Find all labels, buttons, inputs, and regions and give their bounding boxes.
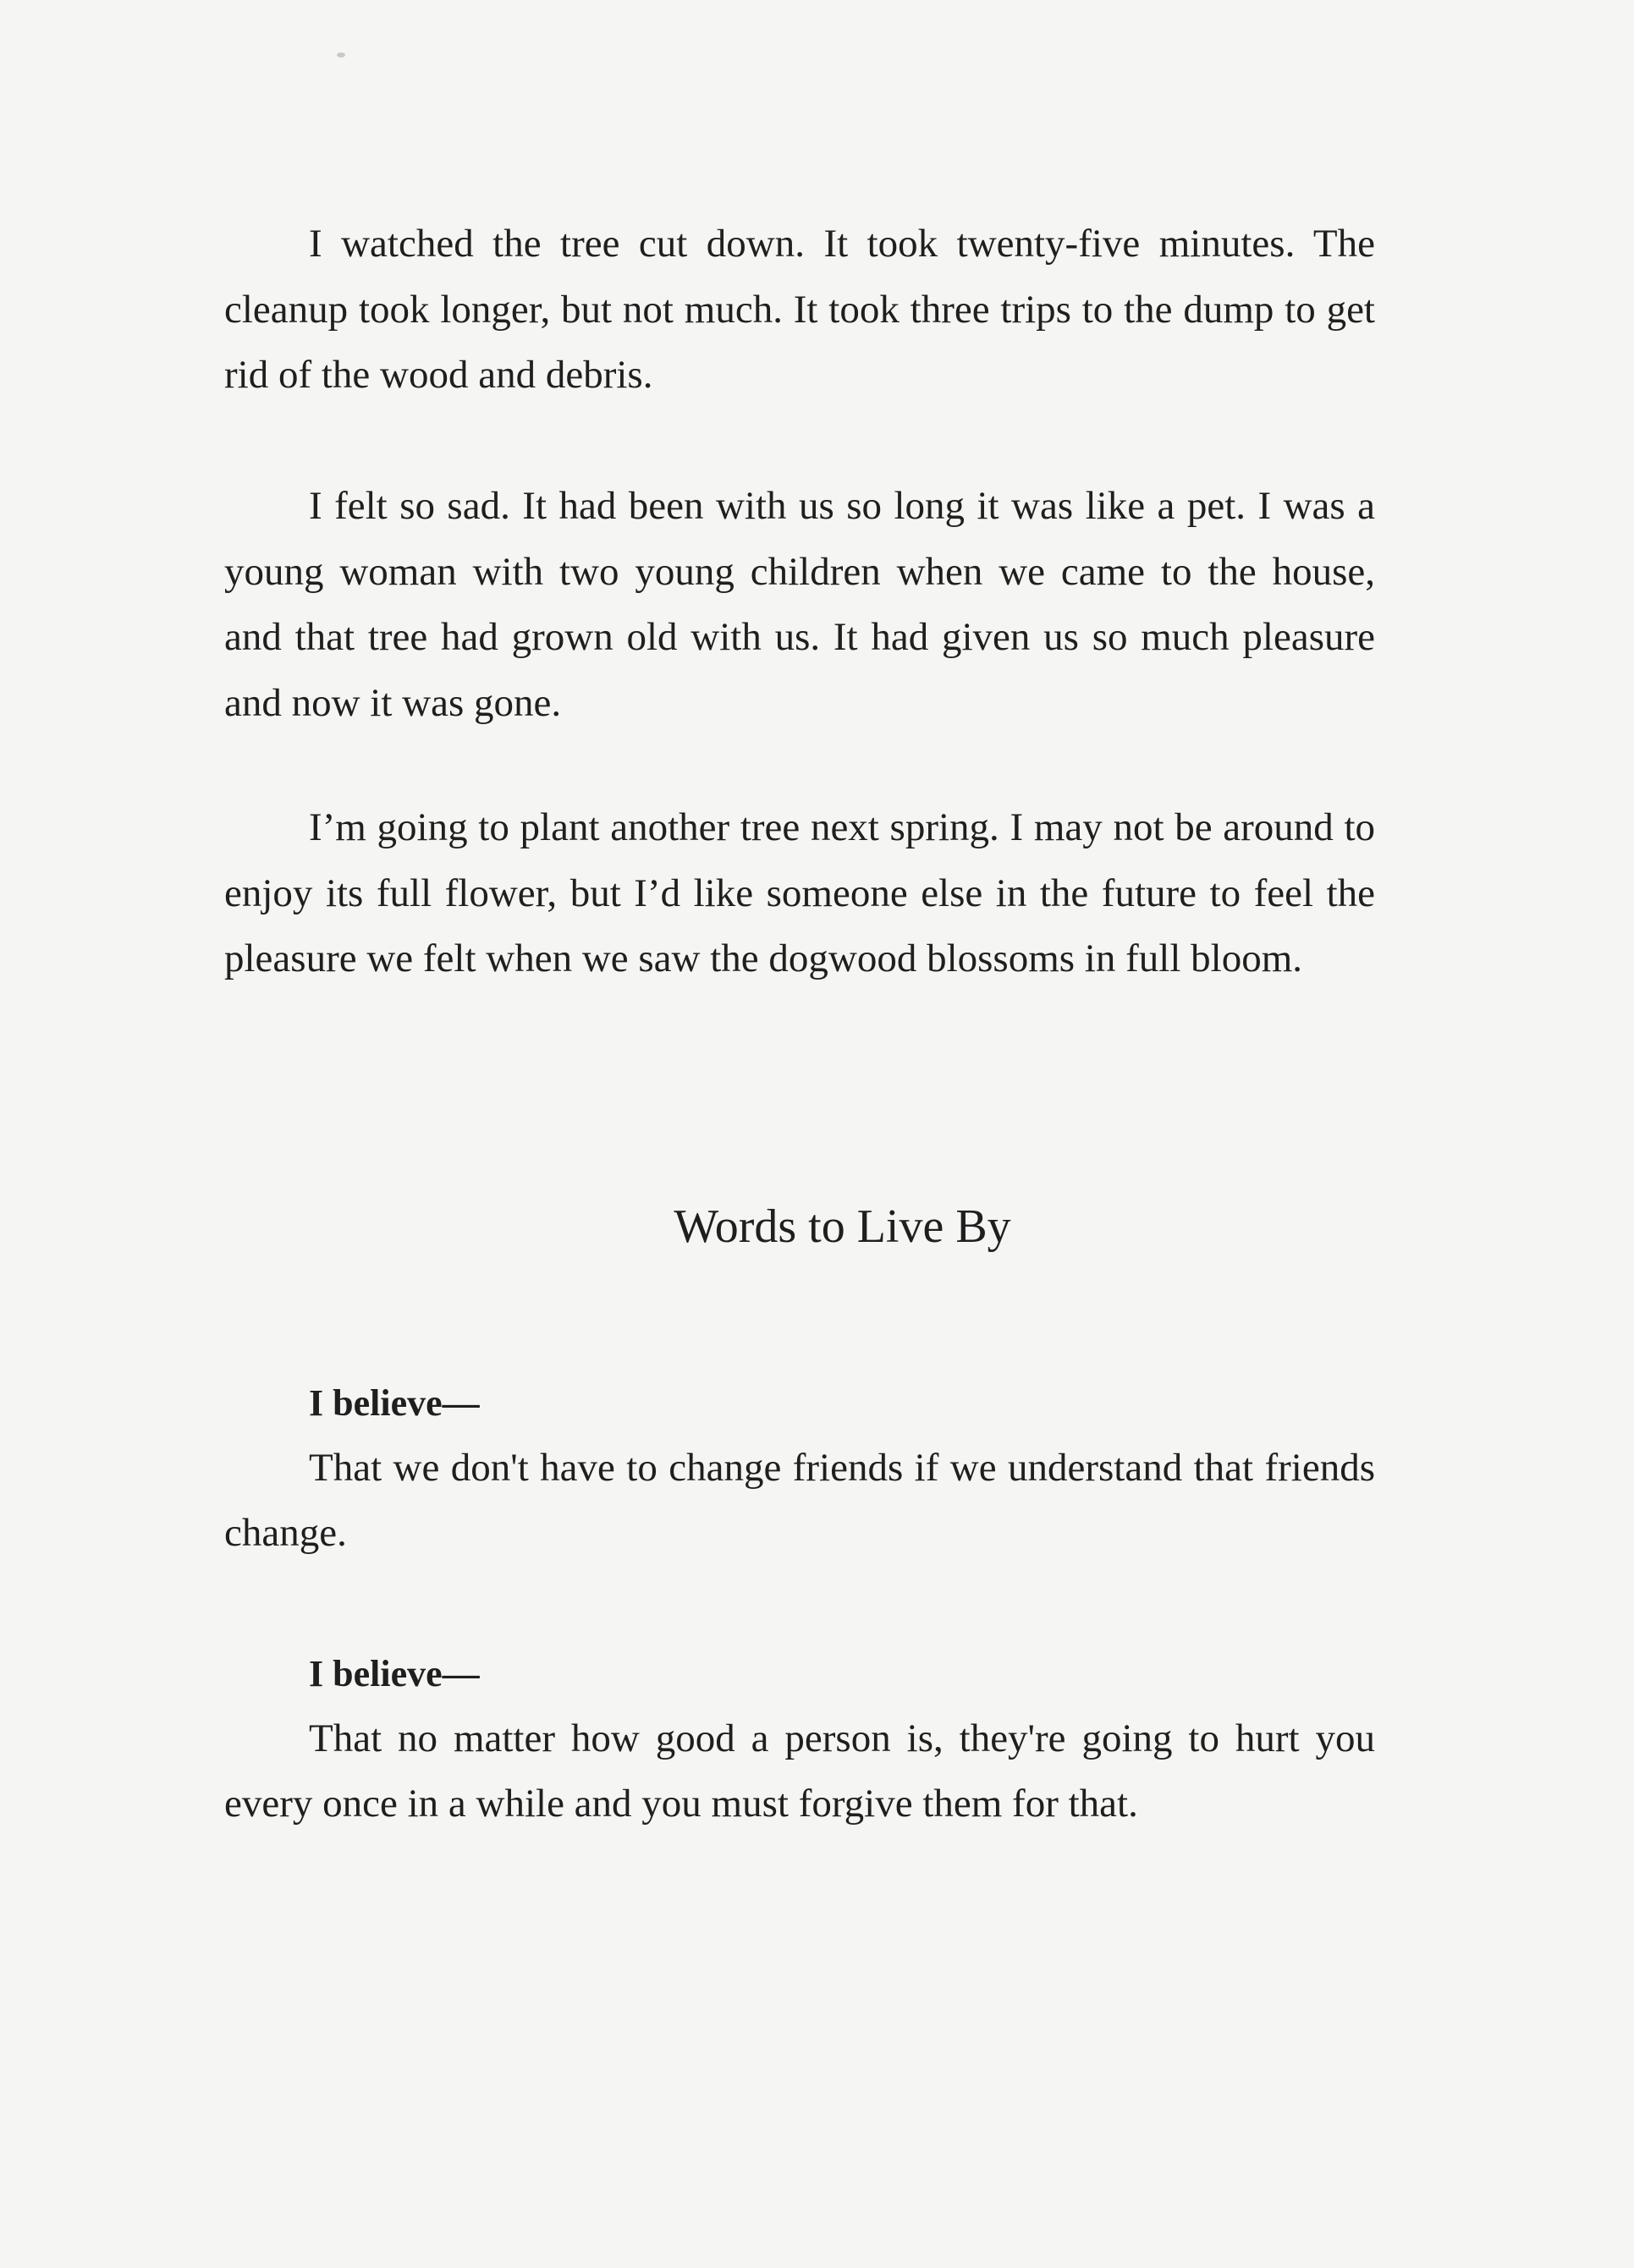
paper-speck [337, 52, 345, 58]
paragraph-felt-sad [224, 474, 1375, 736]
section-heading: Words to Live By [674, 1200, 1011, 1253]
belief-lead: I believe— [309, 1653, 480, 1694]
belief-text: That we don't have to change friends if we understand that friends change. [224, 1446, 1375, 1555]
paragraph-plant-another-tree [224, 795, 1375, 992]
belief-entry [224, 1641, 1375, 1837]
belief-text: That no matter how good a person is, they're going to hurt you every once in a while and you must forgive them for that. [224, 1716, 1375, 1826]
paragraph-text: I felt so sad. It had been with us so long it was like a pet. I was a young woman with two young children when we came to the house, and that tree had grown old with us. It had given us so much pleasure and now it was gone. [224, 484, 1375, 725]
paragraph-text: I watched the tree cut down. It took twenty-five minutes. The cleanup took longer, but not much. It took three trips to the dump to get rid of the wood and debris. [224, 222, 1375, 397]
paragraph-text: I’m going to plant another tree next spring. I may not be around to enjoy its full flower, but I’d like someone else in the future to feel the pleasure we felt when we saw the dogwood blossoms in full bloom. [224, 805, 1375, 980]
belief-entry [224, 1370, 1375, 1566]
belief-lead: I believe— [309, 1382, 480, 1424]
paragraph-tree-cut-down [224, 211, 1375, 409]
